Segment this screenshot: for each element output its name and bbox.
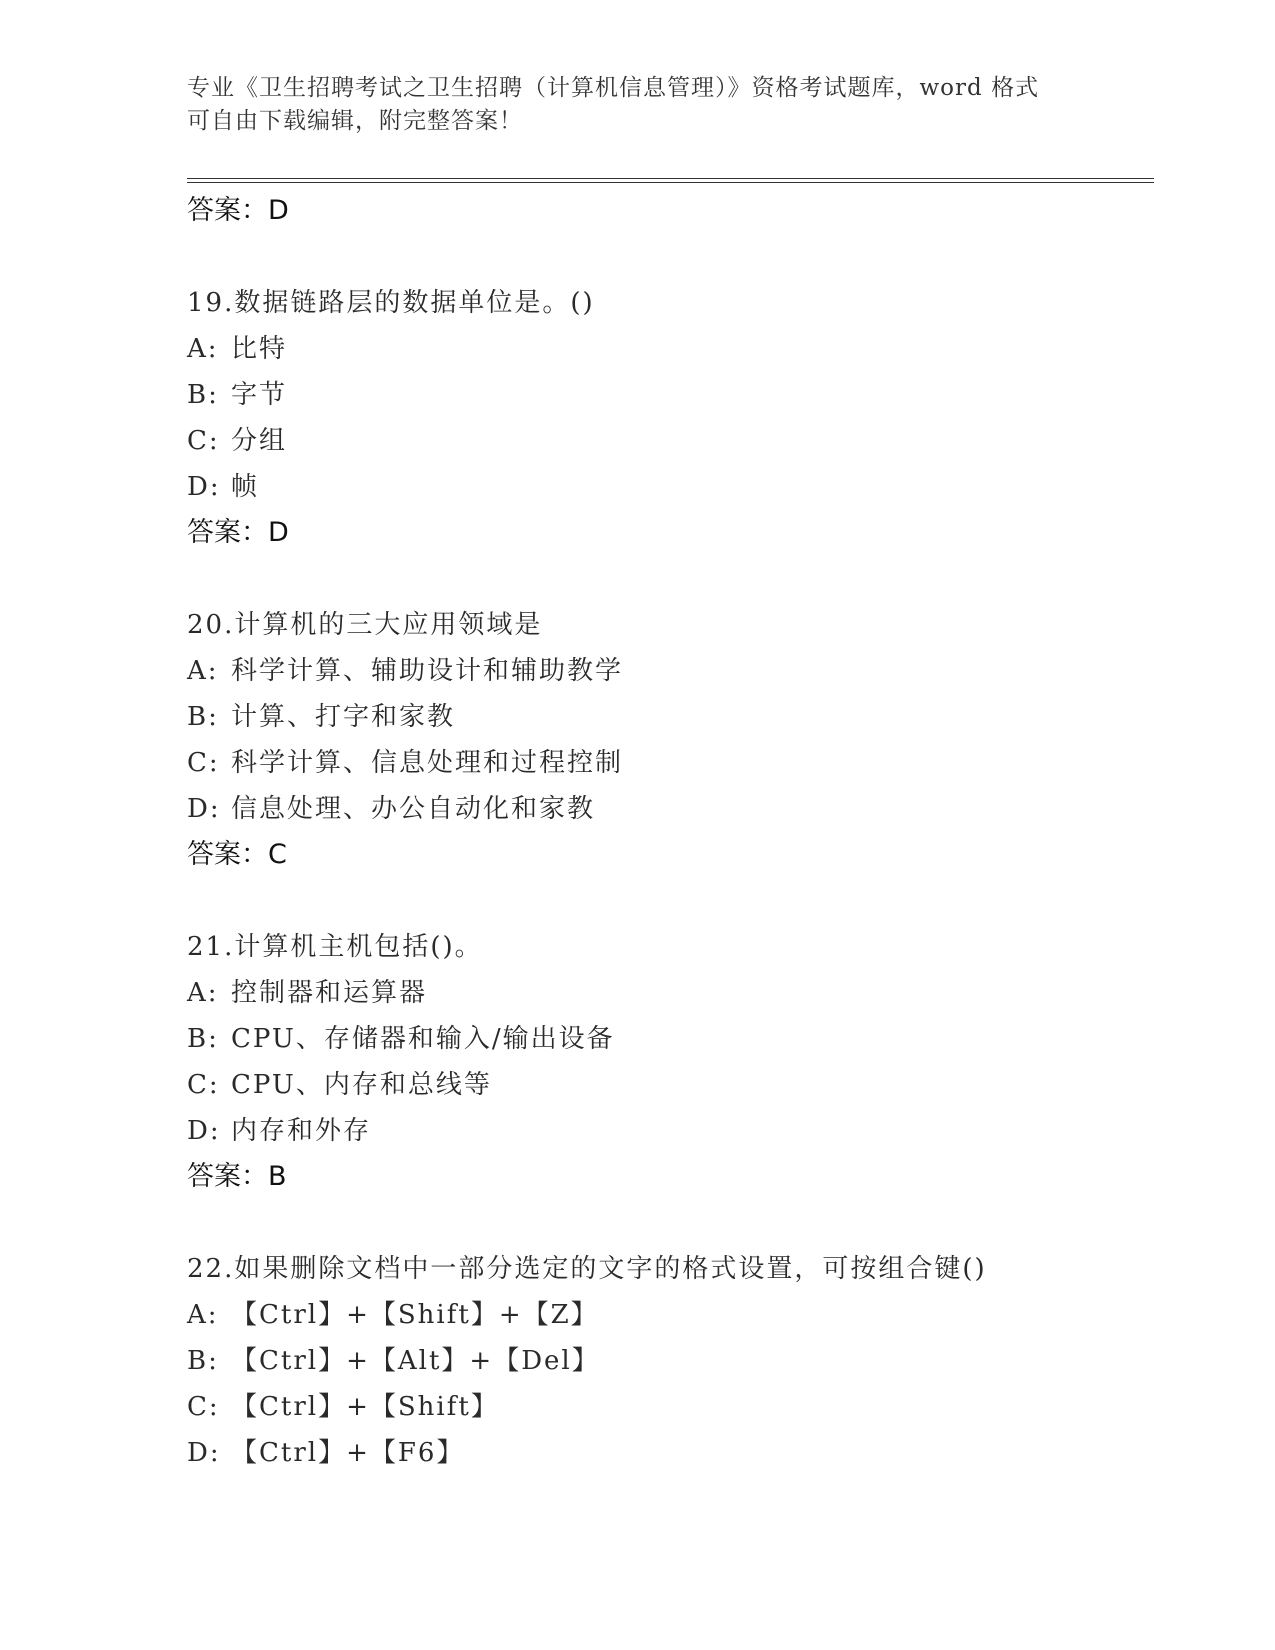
option-letter: D:	[187, 472, 221, 502]
option-letter: A:	[187, 978, 219, 1008]
question-block	[187, 602, 1147, 877]
option-text: 字节	[231, 380, 288, 410]
option-text: CPU、内存和总线等	[231, 1070, 492, 1100]
option-b	[187, 694, 1147, 740]
option-text: 科学计算、信息处理和过程控制	[231, 748, 624, 778]
question-list	[187, 188, 1147, 1476]
document-header	[187, 72, 1087, 138]
answer-line: 答案：D	[187, 517, 289, 548]
option-c	[187, 1384, 1147, 1430]
question-stem: 21.计算机主机包括()。	[187, 932, 483, 962]
option-letter: C:	[187, 1392, 220, 1422]
option-d	[187, 1108, 1147, 1154]
question-stem: 20.计算机的三大应用领域是	[187, 610, 543, 640]
question-stem: 19.数据链路层的数据单位是。()	[187, 288, 595, 318]
spacer	[187, 877, 1147, 924]
option-text: 【Ctrl】+【Shift】+【Z】	[231, 1300, 599, 1330]
option-d	[187, 786, 1147, 832]
spacer	[187, 1199, 1147, 1246]
option-c	[187, 740, 1147, 786]
option-c	[187, 418, 1147, 464]
option-a	[187, 970, 1147, 1016]
option-d	[187, 464, 1147, 510]
option-text: 信息处理、办公自动化和家教	[231, 794, 596, 824]
option-letter: B:	[187, 1346, 219, 1376]
option-letter: B:	[187, 702, 219, 732]
option-c	[187, 1062, 1147, 1108]
question-block	[187, 280, 1147, 555]
option-text: 【Ctrl】+【Alt】+【Del】	[231, 1346, 600, 1376]
option-letter: C:	[187, 426, 220, 456]
option-letter: D:	[187, 794, 221, 824]
option-letter: D:	[187, 1438, 221, 1468]
option-text: 计算、打字和家教	[231, 702, 456, 732]
option-letter: A:	[187, 334, 219, 364]
spacer	[187, 555, 1147, 602]
option-text: 【Ctrl】+【F6】	[231, 1438, 465, 1468]
option-d	[187, 1430, 1147, 1476]
option-text: 比特	[231, 334, 288, 364]
option-text: 内存和外存	[231, 1116, 372, 1146]
option-text: 控制器和运算器	[231, 978, 428, 1008]
answer-line: 答案：D	[187, 195, 289, 226]
option-b	[187, 372, 1147, 418]
option-letter: D:	[187, 1116, 221, 1146]
option-a	[187, 1292, 1147, 1338]
option-letter: C:	[187, 748, 220, 778]
question-block	[187, 924, 1147, 1199]
option-b	[187, 1016, 1147, 1062]
option-text: 【Ctrl】+【Shift】	[231, 1392, 499, 1422]
answer-line: 答案：C	[187, 839, 287, 870]
header-line-2: 可自由下载编辑，附完整答案！	[187, 108, 523, 134]
option-letter: A:	[187, 656, 219, 686]
header-divider	[187, 178, 1154, 183]
question-stem: 22.如果删除文档中一部分选定的文字的格式设置，可按组合键()	[187, 1254, 987, 1284]
option-text: 分组	[231, 426, 288, 456]
spacer	[187, 233, 1147, 280]
option-letter: A:	[187, 1300, 219, 1330]
option-text: 科学计算、辅助设计和辅助教学	[231, 656, 624, 686]
header-line-1: 专业《卫生招聘考试之卫生招聘（计算机信息管理）》资格考试题库，word 格式	[187, 75, 1040, 101]
option-a	[187, 648, 1147, 694]
option-letter: B:	[187, 380, 219, 410]
option-letter: B:	[187, 1024, 219, 1054]
question-block	[187, 1246, 1147, 1476]
option-text: 帧	[231, 472, 260, 502]
answer-line: 答案：B	[187, 1161, 287, 1192]
option-text: CPU、存储器和输入/输出设备	[231, 1024, 615, 1054]
option-b	[187, 1338, 1147, 1384]
option-letter: C:	[187, 1070, 220, 1100]
option-a	[187, 326, 1147, 372]
